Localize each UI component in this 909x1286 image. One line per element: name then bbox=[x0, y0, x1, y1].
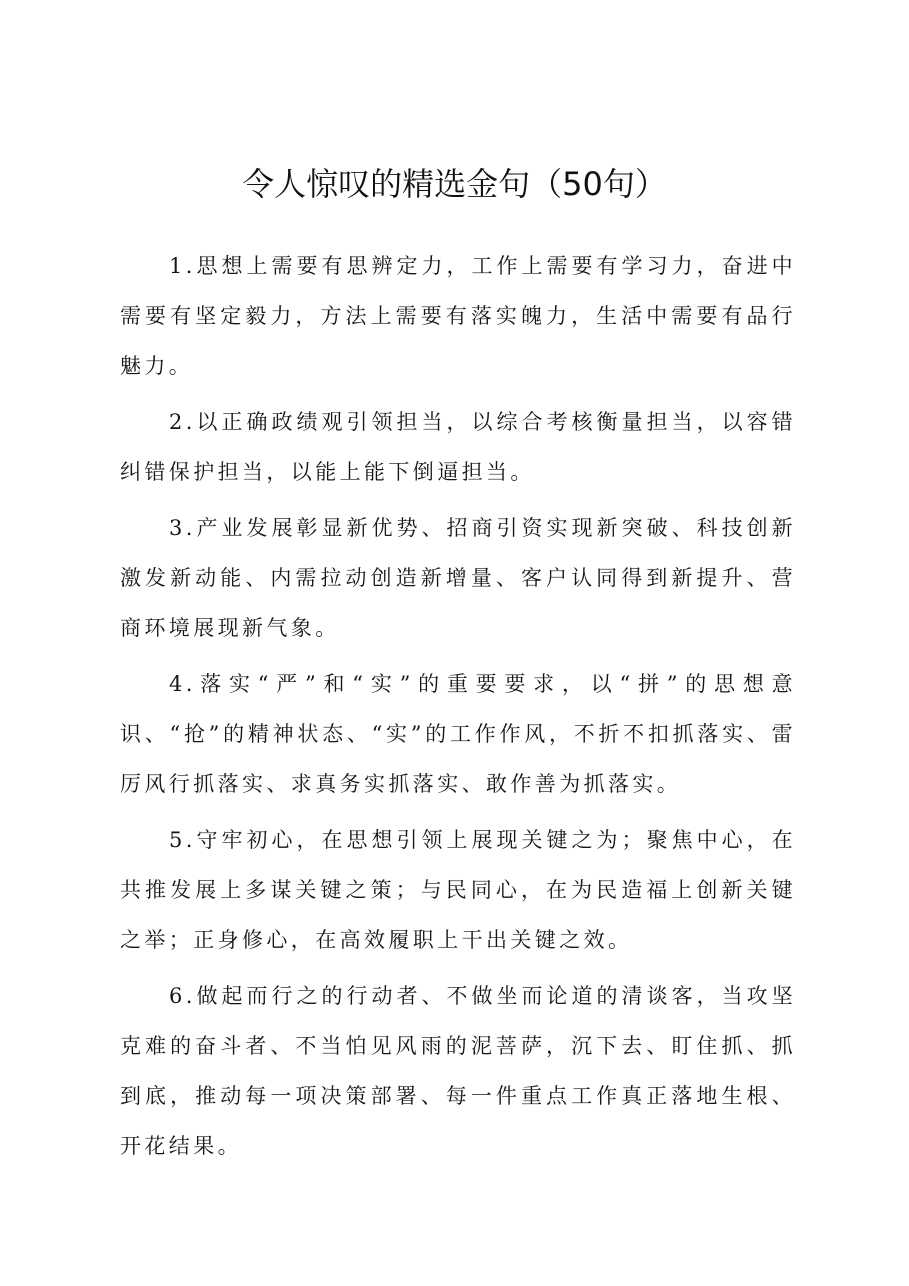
document-body bbox=[120, 241, 796, 1177]
paragraph-5: 5.守牢初心，在思想引领上展现关键之为；聚焦中心，在共推发展上多谋关键之策；与民同心，在为民造福上创新关键之举；正身修心，在高效履职上干出关键之效。 bbox=[120, 828, 796, 952]
paragraph-6: 6.做起而行之的行动者、不做坐而论道的清谈客，当攻坚克难的奋斗者、不当怕见风雨的泥菩萨，沉下去、盯住抓、抓到底，推动每一项决策部署、每一件重点工作真正落地生根、开花结果。 bbox=[120, 984, 796, 1158]
paragraph-2: 2.以正确政绩观引领担当，以综合考核衡量担当，以容错纠错保护担当，以能上能下倒逼担当。 bbox=[120, 410, 796, 484]
paragraph-4: 4.落实“严”和“实”的重要要求，以“拼”的思想意识、“抢”的精神状态、“实”的工作作风，不折不扣抓落实、雷厉风行抓落实、求真务实抓落实、敢作善为抓落实。 bbox=[120, 672, 796, 796]
paragraph-3: 3.产业发展彰显新优势、招商引资实现新突破、科技创新激发新动能、内需拉动创造新增量、客户认同得到新提升、营商环境展现新气象。 bbox=[120, 516, 796, 640]
page-title: 令人惊叹的精选金句（50句） bbox=[242, 165, 667, 203]
paragraph-1: 1.思想上需要有思辨定力，工作上需要有学习力，奋进中需要有坚定毅力，方法上需要有落实魄力，生活中需要有品行魅力。 bbox=[120, 254, 796, 378]
